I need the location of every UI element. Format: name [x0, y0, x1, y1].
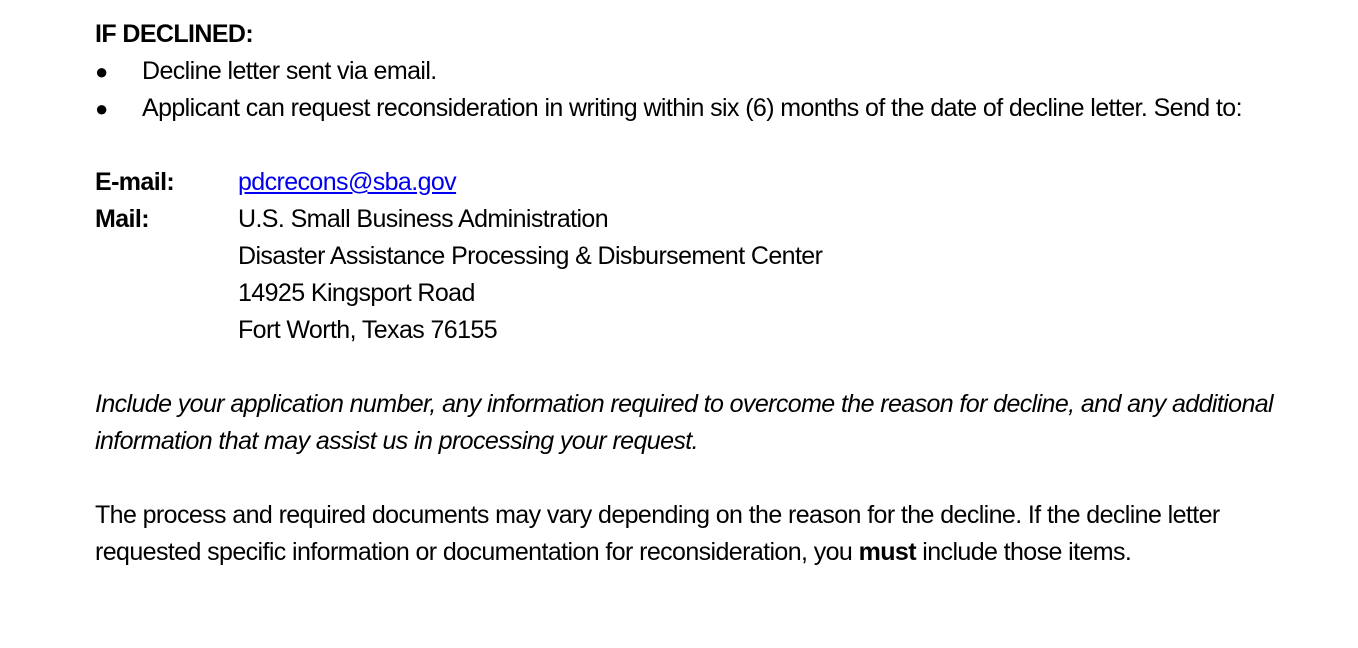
email-link[interactable]: pdcrecons@sba.gov — [238, 168, 457, 196]
bullet-text: Decline letter sent via email. — [142, 57, 437, 85]
spacer — [95, 460, 1305, 497]
bullet-text: Applicant can request reconsideration in writing within six (6) months of the date of decline letter. Send to: — [142, 94, 1242, 122]
instructions-note: Include your application number, any information required to overcome the reason for decline, and any additional information that may assist us in processing your request. — [95, 390, 1274, 455]
process-text-after: include those items. — [915, 538, 1132, 566]
bullet-icon: ● — [95, 96, 108, 121]
spacer — [95, 349, 1305, 386]
address-line-city: Fort Worth, Texas 76155 — [238, 316, 498, 344]
bullet-item-decline-letter — [95, 53, 1305, 90]
address-line-agency: U.S. Small Business Administration — [238, 205, 609, 233]
bullet-item-reconsideration — [95, 90, 1305, 127]
process-text-before: The process and required documents may vary depending on the reason for the decline. If the decline letter requested specific information or documentation for reconsideration, you — [95, 501, 1220, 566]
email-label: E-mail: — [95, 168, 175, 196]
address-line-street: 14925 Kingsport Road — [238, 279, 475, 307]
mail-row — [95, 201, 1305, 349]
document-body — [95, 16, 1305, 571]
process-text-bold: must — [858, 538, 916, 566]
section-heading: IF DECLINED: — [95, 20, 254, 48]
spacer — [95, 127, 1305, 164]
mail-label: Mail: — [95, 205, 149, 233]
bullet-icon: ● — [95, 59, 108, 84]
email-row — [95, 164, 1305, 201]
bullet-list — [95, 53, 1305, 127]
mail-address — [238, 201, 1305, 349]
address-line-center: Disaster Assistance Processing & Disbursement Center — [238, 242, 823, 270]
process-paragraph — [95, 497, 1305, 571]
